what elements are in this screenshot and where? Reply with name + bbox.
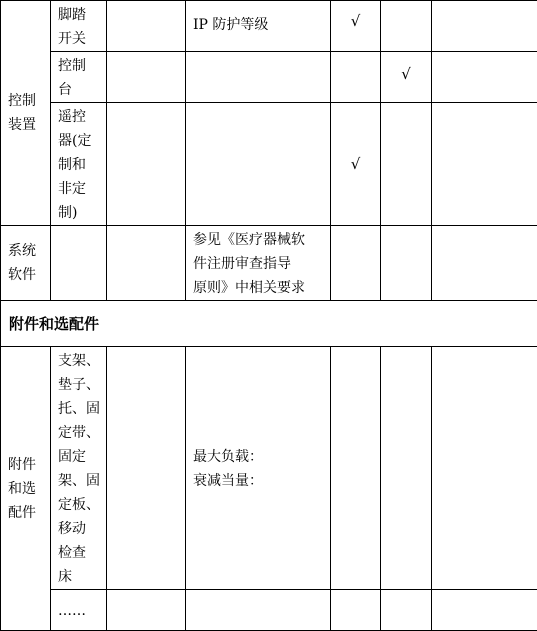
item-remote-label: 遥控 器(定 制和 非定 制) bbox=[58, 105, 100, 225]
group-accessories-label: 附件 和选 配件 bbox=[8, 453, 43, 525]
item-console-label: 控制 台 bbox=[58, 54, 100, 102]
desc-accessories-cell bbox=[186, 347, 331, 590]
check-mark: √ bbox=[401, 65, 411, 83]
empty-cell bbox=[432, 1, 537, 52]
row-foot-switch bbox=[1, 1, 537, 52]
item-foot-switch-cell bbox=[51, 1, 107, 52]
row-remote bbox=[1, 103, 537, 226]
check-cell-foot-switch bbox=[331, 1, 381, 52]
desc-software-ref: 参见《医疗器械软 件注册审查指导 原则》中相关要求 bbox=[193, 228, 324, 300]
empty-cell bbox=[381, 590, 432, 631]
empty-cell bbox=[107, 1, 186, 52]
group-software-label: 系统 软件 bbox=[8, 239, 43, 287]
row-ellipsis bbox=[1, 590, 537, 631]
empty-cell bbox=[331, 590, 381, 631]
empty-cell bbox=[432, 226, 537, 301]
empty-cell bbox=[331, 52, 381, 103]
desc-accessories: 最大负载： 衰减当量： bbox=[193, 445, 324, 493]
group-control-cell bbox=[1, 1, 51, 226]
empty-cell bbox=[107, 590, 186, 631]
item-foot-switch-label: 脚踏 开关 bbox=[58, 3, 100, 51]
group-software-cell bbox=[1, 226, 51, 301]
empty-cell bbox=[186, 590, 331, 631]
section-header-cell bbox=[1, 301, 537, 347]
empty-cell bbox=[381, 1, 432, 52]
empty-cell bbox=[331, 347, 381, 590]
check-cell-remote bbox=[331, 103, 381, 226]
empty-cell bbox=[331, 226, 381, 301]
row-software bbox=[1, 226, 537, 301]
empty-cell bbox=[107, 347, 186, 590]
empty-cell bbox=[107, 226, 186, 301]
desc-software-cell bbox=[186, 226, 331, 301]
empty-cell bbox=[432, 103, 537, 226]
empty-cell bbox=[432, 347, 537, 590]
empty-cell bbox=[51, 226, 107, 301]
desc-ip-cell bbox=[186, 1, 331, 52]
empty-cell bbox=[432, 590, 537, 631]
empty-cell bbox=[107, 52, 186, 103]
check-mark: √ bbox=[351, 155, 361, 173]
group-control-label: 控制 装置 bbox=[8, 89, 43, 137]
empty-cell bbox=[381, 103, 432, 226]
check-mark: √ bbox=[351, 12, 361, 30]
empty-cell bbox=[107, 103, 186, 226]
item-console-cell bbox=[51, 52, 107, 103]
group-accessories-cell bbox=[1, 347, 51, 631]
item-ellipsis-cell bbox=[51, 590, 107, 631]
empty-cell bbox=[432, 52, 537, 103]
row-console bbox=[1, 52, 537, 103]
empty-cell bbox=[381, 226, 432, 301]
empty-cell bbox=[186, 103, 331, 226]
desc-ip-rating: IP 防护等级 bbox=[193, 3, 324, 37]
empty-cell bbox=[381, 347, 432, 590]
item-accessories-label: 支架、 垫子、 托、固 定带、 固定 架、固 定板、 移动 检查 床 bbox=[58, 349, 100, 589]
item-remote-cell bbox=[51, 103, 107, 226]
row-accessories bbox=[1, 347, 537, 590]
row-section-header bbox=[1, 301, 537, 347]
check-cell-console bbox=[381, 52, 432, 103]
empty-cell bbox=[186, 52, 331, 103]
item-accessories-cell bbox=[51, 347, 107, 590]
item-ellipsis-label: …… bbox=[58, 603, 86, 619]
section-header-accessories: 附件和选配件 bbox=[9, 315, 99, 333]
